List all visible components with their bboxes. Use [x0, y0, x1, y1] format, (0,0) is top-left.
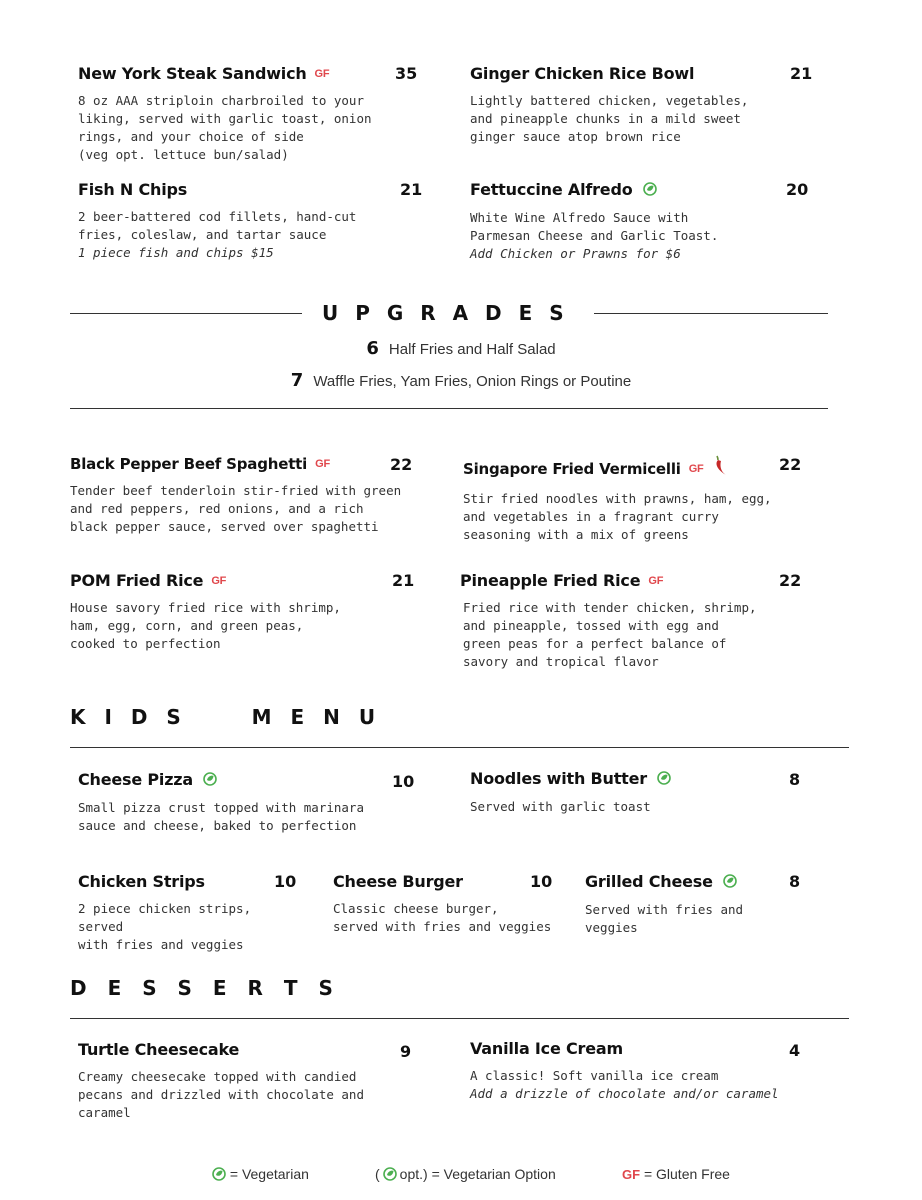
upgrade-row [0, 338, 922, 359]
item-note: Add a drizzle of chocolate and/or caramel [470, 1086, 779, 1101]
vegetarian-icon [383, 1167, 397, 1184]
menu-item-pineapple-fried-rice [460, 571, 810, 671]
item-name: Vanilla Ice Cream [470, 1039, 623, 1058]
desserts-heading: D E S S E R T S [70, 976, 339, 1000]
item-price: 8 [789, 872, 801, 891]
kids-menu-heading: K I D S M E N U [70, 705, 382, 729]
chili-pepper-icon [712, 455, 728, 481]
item-price: 21 [392, 571, 415, 590]
item-name: Chicken Strips [78, 872, 205, 891]
item-note: Add Chicken or Prawns for $6 [470, 246, 681, 261]
menu-item-new-york-steak-sandwich [78, 64, 418, 164]
vegetarian-icon [203, 771, 217, 790]
legend-vegetarian [212, 1166, 309, 1184]
item-price: 21 [790, 64, 813, 83]
menu-item-cheese-pizza [78, 770, 418, 835]
gluten-free-badge: GF [648, 575, 664, 587]
item-description: Small pizza crust topped with marinara sauce and cheese, baked to perfection [78, 800, 364, 833]
vegetarian-icon [723, 873, 737, 892]
item-price: 21 [400, 180, 423, 199]
gluten-free-badge: GF [622, 1167, 641, 1182]
item-description: White Wine Alfredo Sauce with Parmesan Cheese and Garlic Toast. [470, 210, 719, 243]
item-name: Turtle Cheesecake [78, 1040, 240, 1059]
upgrades-rule-left [70, 313, 302, 314]
menu-item-ginger-chicken-rice-bowl [470, 64, 813, 146]
item-name: New York Steak Sandwich GF [78, 64, 330, 83]
item-price: 10 [530, 872, 553, 891]
item-name: Cheese Pizza [78, 770, 418, 790]
legend-opt: opt. [399, 1166, 424, 1182]
item-name: Black Pepper Beef Spaghetti GF [70, 455, 330, 473]
item-price: 8 [789, 770, 801, 789]
item-price: 10 [392, 772, 415, 791]
item-price: 10 [274, 872, 297, 891]
item-description: Fried rice with tender chicken, shrimp, and pineapple, tossed with egg and green peas for a perfect balance of savory and tropical flavor [463, 600, 757, 669]
menu-item-pom-fried-rice [70, 571, 420, 653]
vegetarian-icon [657, 770, 671, 789]
item-price: 9 [400, 1042, 412, 1061]
menu-item-turtle-cheesecake [78, 1040, 418, 1122]
item-description: House savory fried rice with shrimp, ham, egg, corn, and green peas, cooked to perfection [70, 600, 341, 651]
legend-open-paren: ( [375, 1166, 380, 1182]
item-description: 2 beer-battered cod fillets, hand-cut fries, coleslaw, and tartar sauce [78, 209, 357, 242]
menu-item-cheese-burger [333, 872, 563, 936]
legend-gluten-free-label: = Gluten Free [643, 1166, 730, 1182]
item-price: 22 [779, 455, 802, 474]
item-description: Tender beef tenderloin stir-fried with green and red peppers, red onions, and a rich black pepper sauce, served over spaghetti [70, 483, 402, 534]
item-name: Ginger Chicken Rice Bowl [470, 64, 695, 83]
item-name: Fettuccine Alfredo [470, 180, 810, 200]
item-description: Served with garlic toast [470, 799, 651, 814]
legend-gluten-free [622, 1166, 730, 1182]
item-description: A classic! Soft vanilla ice cream [470, 1068, 719, 1083]
item-price: 22 [779, 571, 802, 590]
item-description: Lightly battered chicken, vegetables, and pineapple chunks in a mild sweet ginger sauce atop brown rice [470, 93, 749, 144]
menu-item-black-pepper-beef-spaghetti [70, 455, 420, 536]
item-description: Served with fries and veggies [585, 902, 744, 935]
kids-menu-rule [70, 747, 849, 748]
item-price: 35 [395, 64, 418, 83]
upgrade-label: Waffle Fries, Yam Fries, Onion Rings or Poutine [313, 373, 632, 390]
menu-item-fish-n-chips [78, 180, 423, 262]
upgrade-price: 6 [366, 338, 379, 359]
vegetarian-icon [212, 1167, 226, 1184]
menu-item-chicken-strips [78, 872, 298, 954]
upgrades-rule-right [594, 313, 828, 314]
gluten-free-badge: GF [315, 458, 330, 470]
item-description: 8 oz AAA striploin charbroiled to your liking, served with garlic toast, onion rings, and your choice of side (veg opt. lettuce bun/salad) [78, 93, 372, 162]
menu-item-noodles-with-butter [470, 769, 810, 816]
legend-vegetarian-option [375, 1166, 556, 1184]
gluten-free-badge: GF [211, 575, 227, 587]
upgrades-heading: U P G R A D E S [322, 301, 568, 325]
item-name: Fish N Chips [78, 180, 188, 199]
upgrade-price: 7 [290, 370, 304, 391]
item-description: Creamy cheesecake topped with candied pecans and drizzled with chocolate and caramel [78, 1069, 364, 1120]
item-name: Noodles with Butter [470, 769, 810, 789]
item-description: Classic cheese burger, served with fries and veggies [333, 901, 552, 934]
menu-item-singapore-fried-vermicelli [463, 455, 813, 544]
menu-item-fettuccine-alfredo [470, 180, 810, 263]
menu-item-grilled-cheese [585, 872, 810, 937]
legend-vegetarian-label: = Vegetarian [229, 1166, 309, 1182]
item-price: 22 [390, 455, 413, 474]
upgrade-row [0, 370, 922, 391]
vegetarian-icon [643, 181, 657, 200]
item-name: Grilled Cheese [585, 872, 810, 892]
menu-item-vanilla-ice-cream [470, 1039, 810, 1103]
item-description: Stir fried noodles with prawns, ham, egg, and vegetables in a fragrant curry seasoning with a mix of greens [463, 491, 772, 542]
gluten-free-badge: GF [314, 68, 330, 80]
item-description: 2 piece chicken strips, served with fries and veggies [78, 901, 252, 952]
gluten-free-badge: GF [688, 463, 704, 475]
item-price: 20 [786, 180, 809, 199]
item-note: 1 piece fish and chips $15 [78, 245, 274, 260]
item-name: Singapore Fried Vermicelli GF [463, 455, 813, 481]
legend-vegetarian-option-label: ) = Vegetarian Option [423, 1166, 556, 1182]
item-name: Cheese Burger [333, 872, 463, 891]
upgrades-bottom-rule [70, 408, 828, 409]
item-name: Pineapple Fried Rice GF [460, 571, 664, 590]
desserts-rule [70, 1018, 849, 1019]
item-price: 4 [789, 1041, 801, 1060]
item-name: POM Fried Rice GF [70, 571, 227, 590]
upgrade-label: Half Fries and Half Salad [388, 341, 556, 358]
